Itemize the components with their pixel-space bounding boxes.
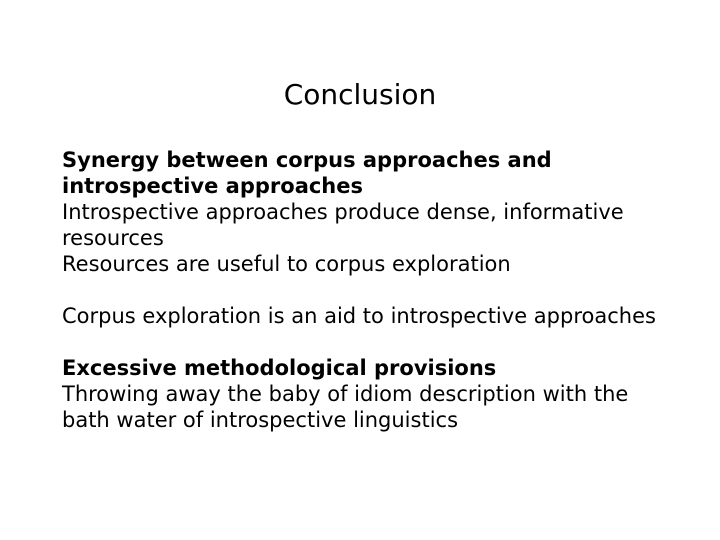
heading-excessive-provisions: Excessive methodological provisions — [62, 356, 497, 380]
point-corpus-aid: Corpus exploration is an aid to introspective approaches — [62, 304, 656, 328]
point-baby-bathwater-line-1: Throwing away the baby of idiom description with the — [62, 382, 629, 406]
heading-synergy-line-1: Synergy between corpus approaches and — [62, 148, 552, 172]
point-dense-resources-line-2: resources — [62, 226, 164, 250]
heading-synergy-line-2: introspective approaches — [62, 174, 364, 198]
point-baby-bathwater-line-2: bath water of introspective linguistics — [62, 408, 459, 432]
slide-body — [62, 147, 702, 433]
slide-title: Conclusion — [283, 78, 437, 111]
point-resources-useful: Resources are useful to corpus exploration — [62, 252, 511, 276]
spacer — [62, 277, 702, 303]
spacer — [62, 329, 702, 355]
point-dense-resources-line-1: Introspective approaches produce dense, informative — [62, 200, 624, 224]
